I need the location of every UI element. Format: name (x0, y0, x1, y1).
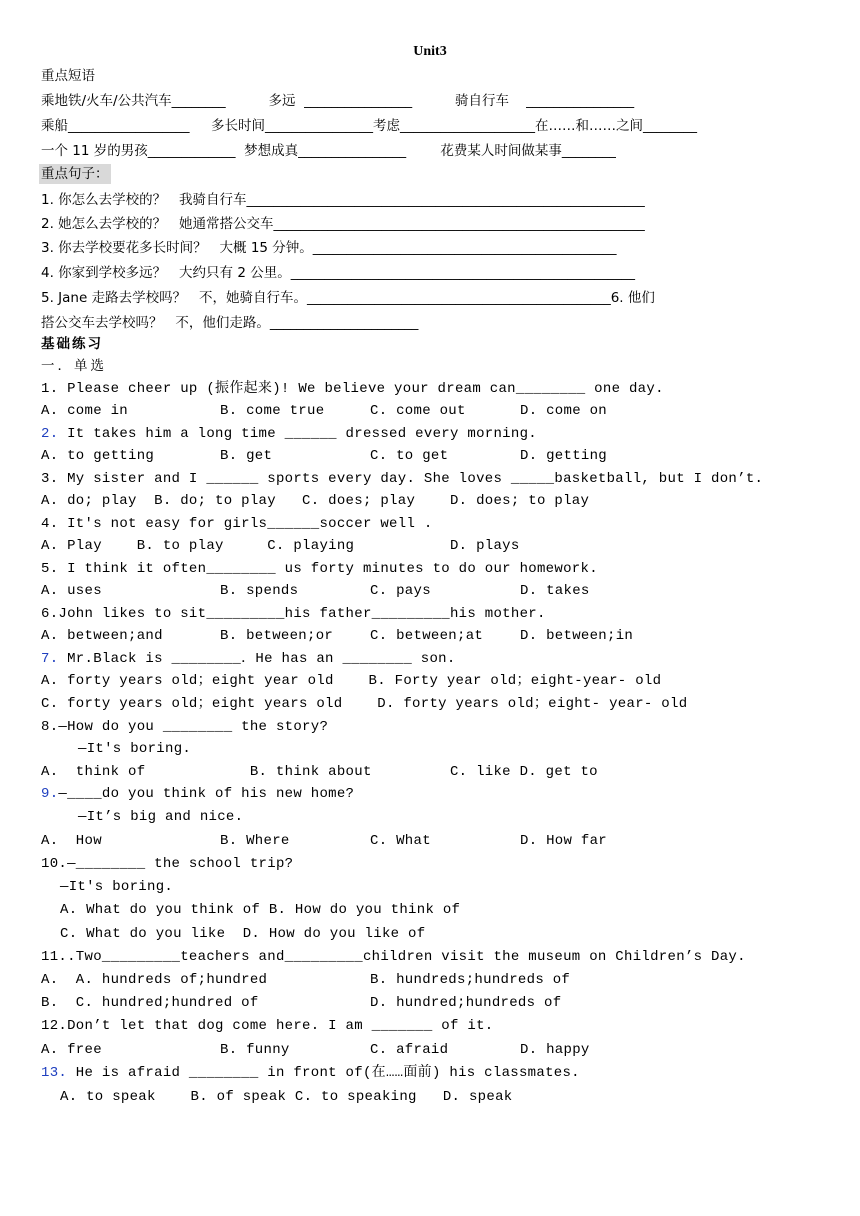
question-number: 7. (41, 651, 59, 667)
question-stem: Please cheer up (振作起来)! We believe your dream can________ one day. (58, 381, 664, 397)
option-c: C. afraid (370, 1042, 449, 1058)
options-line: A. to speak B. of speak C. to speaking D. speak (60, 1089, 513, 1105)
dialogue-reply: —It's boring. (60, 879, 174, 895)
option-b: B. funny (220, 1042, 290, 1058)
option-b: B. Where (220, 833, 290, 849)
option-d: D. between;in (520, 628, 634, 644)
question-2 (41, 424, 537, 444)
question-number: 6. (41, 606, 59, 622)
question-11 (41, 947, 746, 967)
question-5 (41, 559, 598, 579)
question-8 (41, 717, 328, 737)
question-number: 13. (41, 1065, 68, 1081)
option-d: D. getting (520, 448, 608, 464)
sentence-line: 搭公交车去学校吗？ 不，他们走路。______________________ (41, 315, 419, 331)
question-stem: —____do you think of his new home? (58, 786, 355, 802)
question-number: 10. (41, 856, 68, 872)
option-d: D. takes (520, 583, 590, 599)
question-stem: I think it often________ us forty minutes to do our homework. (58, 561, 598, 577)
option-b: B. come true (220, 403, 325, 419)
option-b: B. spends (220, 583, 299, 599)
question-stem: Mr.Black is ________．He has an ________ son. (58, 651, 456, 667)
question-7 (41, 649, 456, 669)
question-stem: —________ the school trip? (67, 856, 294, 872)
options-line: A. do; play B. do; to play C. does; play D. does; to play (41, 493, 590, 509)
option-d: D. How far (520, 833, 608, 849)
question-6 (41, 604, 546, 624)
question-10 (41, 854, 293, 874)
question-number: 12. (41, 1018, 68, 1034)
question-number: 1. (41, 381, 59, 397)
option-b: B. get (220, 448, 273, 464)
sentence-line: 4. 你家到学校多远？ 大约只有 2 公里。___________________________________________________ (41, 265, 635, 281)
question-number: 11. (41, 949, 68, 965)
page-title: Unit3 (413, 44, 447, 59)
options-line: A. Play B. to play C. playing D. plays (41, 538, 520, 554)
option-c: B. C. hundred;hundred of (41, 995, 259, 1011)
question-4 (41, 514, 433, 534)
phrases-heading: 重点短语 (41, 68, 95, 84)
question-13 (41, 1063, 580, 1083)
option-b: B. between;or (220, 628, 334, 644)
options-line: A. think of B. think about C. like D. get to (41, 764, 598, 780)
option-a: A. free (41, 1042, 102, 1058)
practice-heading: 基础练习 (41, 336, 103, 352)
question-number: 9. (41, 786, 59, 802)
sentence-line: 3. 你去学校要花多长时间？ 大概 15 分钟。_____________________________________________ (41, 240, 617, 256)
question-stem: It's not easy for girls______soccer well . (58, 516, 433, 532)
option-d: D. happy (520, 1042, 590, 1058)
option-c: C. What (370, 833, 431, 849)
question-9 (41, 784, 354, 804)
option-c: C. between;at (370, 628, 484, 644)
phrase-line: 一个 11 岁的男孩_____________ 梦想成真________________ 花费某人时间做某事________ (41, 143, 616, 159)
question-stem: .Two_________teachers and_________children visit the museum on Children’s Day. (67, 949, 746, 965)
option-b: B. hundreds;hundreds of (370, 972, 571, 988)
option-a: A. come in (41, 403, 129, 419)
question-stem: It takes him a long time ______ dressed every morning. (58, 426, 537, 442)
sentence-line: 5. Jane 走路去学校吗？ 不，她骑自行车。_____________________________________________6. 他们 (41, 290, 655, 306)
question-number: 8. (41, 719, 59, 735)
question-stem: Don’t let that dog come here. I am _______ of it. (67, 1018, 494, 1034)
question-stem: My sister and I ______ sports every day. She loves _____basketball, but I don’t. (58, 471, 764, 487)
dialogue-reply: —It's boring. (78, 741, 192, 757)
sentence-line: 2. 她怎么去学校的？ 她通常搭公交车_______________________________________________________ (41, 216, 645, 232)
phrase-line: 乘地铁/火车/公共汽车________ 多远 ________________ 骑自行车 ________________ (41, 93, 635, 109)
question-stem: John likes to sit_________his father_________his mother. (58, 606, 546, 622)
question-stem: He is afraid ________ in front of(在……面前) his classmates. (67, 1065, 580, 1081)
question-number: 2. (41, 426, 59, 442)
question-number: 3. (41, 471, 59, 487)
option-c: C. to get (370, 448, 449, 464)
options-line: A. forty years old；eight year old B. Forty year old；eight-year- old (41, 673, 662, 689)
question-12 (41, 1016, 493, 1036)
phrase-line: 乘船__________________ 多长时间________________考虑____________________在……和……之间________ (41, 118, 697, 134)
option-a: A. uses (41, 583, 102, 599)
question-stem: —How do you ________ the story? (58, 719, 329, 735)
question-number: 5. (41, 561, 59, 577)
option-a: A. A. hundreds of;hundred (41, 972, 268, 988)
option-d: D. come on (520, 403, 608, 419)
options-line: C. forty years old；eight years old D. forty years old；eight- year- old (41, 696, 688, 712)
options-line: A. What do you think of B. How do you think of (60, 902, 461, 918)
question-number: 4. (41, 516, 59, 532)
sentence-line: 1. 你怎么去学校的？ 我骑自行车___________________________________________________________ (41, 192, 645, 208)
option-c: C. pays (370, 583, 431, 599)
sentences-heading: 重点句子： (41, 166, 109, 182)
question-1 (41, 379, 664, 399)
options-line: C. What do you like D. How do you like of (60, 926, 426, 942)
option-c: C. come out (370, 403, 466, 419)
option-a: A. between;and (41, 628, 163, 644)
question-3 (41, 469, 763, 489)
option-a: A. to getting (41, 448, 155, 464)
option-d: D. hundred;hundreds of (370, 995, 562, 1011)
option-a: A. How (41, 833, 102, 849)
dialogue-reply: —It’s big and nice. (78, 809, 244, 825)
section-one-heading: 一．单选 (41, 358, 107, 374)
